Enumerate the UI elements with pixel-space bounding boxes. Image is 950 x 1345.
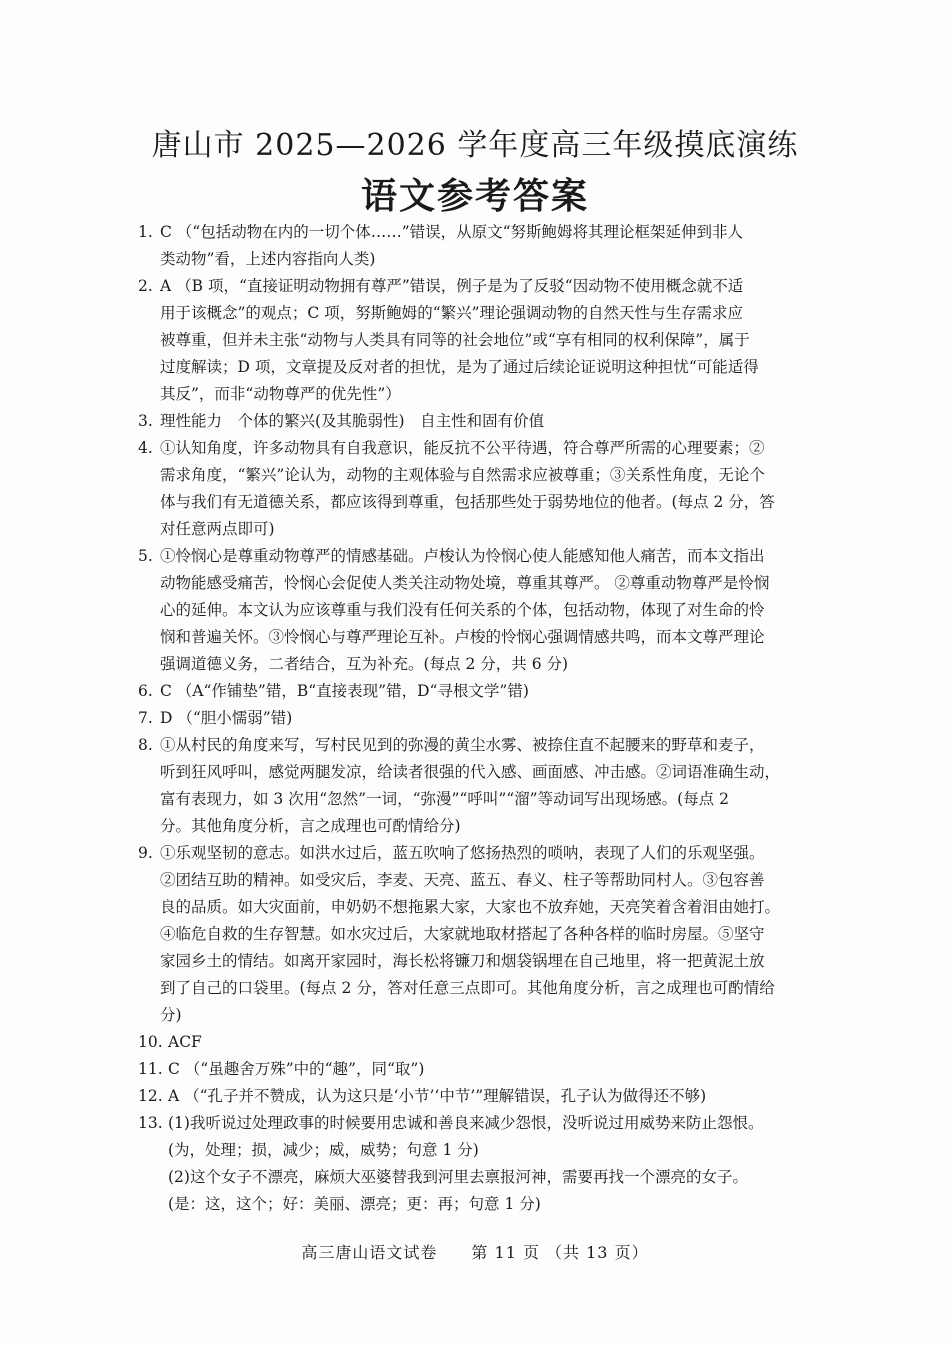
answer-line: (是：这，这个；好：美丽、漂亮；更：再；句意 1 分) (168, 1195, 541, 1213)
answer-line: A （“孔子并不赞成，认为这只是‘小节’‘中节’”理解错误，孔子认为做得还不够) (168, 1087, 707, 1105)
answer-line: 理性能力 个体的繁兴(及其脆弱性) 自主性和固有价值 (160, 412, 545, 430)
answer-line: 动物能感受痛苦，怜悯心会促使人类关注动物处境，尊重其尊严。 ②尊重动物尊严是怜悯 (160, 574, 770, 592)
answer-item (138, 543, 818, 678)
answer-item (138, 273, 818, 408)
answer-item (138, 1083, 818, 1110)
answer-line: ①怜悯心是尊重动物尊严的情感基础。卢梭认为怜悯心使人能感知他人痛苦，而本文指出 (160, 547, 765, 565)
answer-line: ACF (168, 1033, 202, 1051)
answer-line: 良的品质。如大灾面前，申奶奶不想拖累大家，大家也不放弃她，天亮笑着含着泪由她打。 (160, 898, 781, 916)
answer-line: C （A“作铺垫”错，B“直接表现”错，D“寻根文学”错) (160, 682, 529, 700)
answer-line: ①乐观坚韧的意志。如洪水过后，蓝五吹响了悠扬热烈的唢呐，表现了人们的乐观坚强。 (160, 844, 765, 862)
answer-number: 6. (138, 682, 153, 700)
answer-number: 13. (138, 1114, 163, 1132)
answer-number: 8. (138, 736, 153, 754)
answer-number: 4. (138, 439, 153, 457)
answer-number: 11. (138, 1060, 163, 1078)
answer-line: 家园乡土的情结。如离开家园时，海长松将镰刀和烟袋锅埋在自己地里，将一把黄泥土放 (160, 952, 765, 970)
answer-item (138, 678, 818, 705)
answer-line: 对任意两点即可) (160, 520, 275, 538)
page-footer: 高三唐山语文试卷 第 11 页 （共 13 页） (301, 1243, 649, 1262)
document-subtitle: 语文参考答案 (360, 175, 589, 217)
answer-line: 类动物”看，上述内容指向人类) (160, 250, 376, 268)
answer-number: 7. (138, 709, 153, 727)
answer-item (138, 408, 818, 435)
answer-line: ②团结互助的精神。如受灾后，李麦、天亮、蓝五、春义、柱子等帮助同村人。③包容善 (160, 871, 765, 889)
answer-line: 其反”，而非“动物尊严的优先性”） (160, 385, 401, 403)
answer-line: ①从村民的角度来写，写村民见到的弥漫的黄尘水雾、被捺住直不起腰来的野草和麦子， (160, 736, 765, 754)
answer-item (138, 435, 818, 543)
answer-item (138, 705, 818, 732)
answer-line: 需求角度，“繁兴”论认为，动物的主观体验与自然需求应被尊重；③关系性角度，无论个 (160, 466, 765, 484)
answer-line: (1)我听说过处理政事的时候要用忠诚和善良来减少怨恨，没听说过用威势来防止怨恨。 (168, 1114, 764, 1132)
answer-item (138, 840, 818, 1029)
answer-line: 听到狂风呼叫，感觉两腿发凉，给读者很强的代入感、画面感、冲击感。②词语准确生动， (160, 763, 781, 781)
answer-line: 悯和普遍关怀。③怜悯心与尊严理论互补。卢梭的怜悯心强调情感共鸣，而本文尊严理论 (160, 628, 765, 646)
answer-line: 富有表现力，如 3 次用“忽然”一词，“弥漫”“呼叫”“溜”等动词写出现场感。(每点 2 (160, 790, 729, 808)
answer-number: 1. (138, 223, 153, 241)
answer-line: 到了自己的口袋里。(每点 2 分，答对任意三点即可。其他角度分析，言之成理也可酌情给 (160, 979, 775, 997)
answer-item (138, 1029, 818, 1056)
answer-number: 3. (138, 412, 153, 430)
answer-item (138, 1056, 818, 1083)
answer-line: C （“包括动物在内的一切个体……”错误，从原文“努斯鲍姆将其理论框架延伸到非人 (160, 223, 744, 241)
answer-line: A （B 项，“直接证明动物拥有尊严”错误，例子是为了反驳“因动物不使用概念就不适 (160, 277, 744, 295)
answer-list (138, 219, 818, 1218)
answer-line: 体与我们有无道德关系，都应该得到尊重，包括那些处于弱势地位的他者。(每点 2 分，答 (160, 493, 775, 511)
answer-item (138, 1110, 818, 1218)
answer-line: 分) (160, 1006, 182, 1024)
answer-line: D （“胆小懦弱”错) (160, 709, 293, 727)
answer-line: ①认知角度，许多动物具有自我意识，能反抗不公平待遇，符合尊严所需的心理要素；② (160, 439, 765, 457)
answer-line: 强调道德义务，二者结合，互为补充。(每点 2 分，共 6 分) (160, 655, 569, 673)
answer-line: 分。其他角度分析，言之成理也可酌情给分) (160, 817, 461, 835)
answer-line: 心的延伸。本文认为应该尊重与我们没有任何关系的个体，包括动物，体现了对生命的怜 (160, 601, 765, 619)
answer-line: 用于该概念”的观点；C 项，努斯鲍姆的“繁兴”理论强调动物的自然天性与生存需求应 (160, 304, 744, 322)
answer-line: C （“虽趣舍万殊”中的“趣”，同“取”) (168, 1060, 425, 1078)
answer-line: 被尊重，但并未主张“动物与人类具有同等的社会地位”或“享有相同的权利保障”，属于 (160, 331, 750, 349)
answer-line: ④临危自救的生存智慧。如水灾过后，大家就地取材搭起了各种各样的临时房屋。⑤坚守 (160, 925, 765, 943)
answer-number: 2. (138, 277, 153, 295)
answer-item (138, 219, 818, 273)
answer-number: 9. (138, 844, 153, 862)
answer-line: (2)这个女子不漂亮，麻烦大巫婆替我到河里去禀报河神，需要再找一个漂亮的女子。 (168, 1168, 748, 1186)
answer-item (138, 732, 818, 840)
answer-number: 5. (138, 547, 153, 565)
answer-line: (为，处理；损，减少；威，威势；句意 1 分) (168, 1141, 479, 1159)
answer-line: 过度解读；D 项，文章提及反对者的担忧，是为了通过后续论证说明这种担忧“可能适得 (160, 358, 759, 376)
answer-number: 10. (138, 1033, 163, 1051)
answer-number: 12. (138, 1087, 163, 1105)
document-title: 唐山市 2025—2026 学年度高三年级摸底演练 (151, 128, 799, 163)
